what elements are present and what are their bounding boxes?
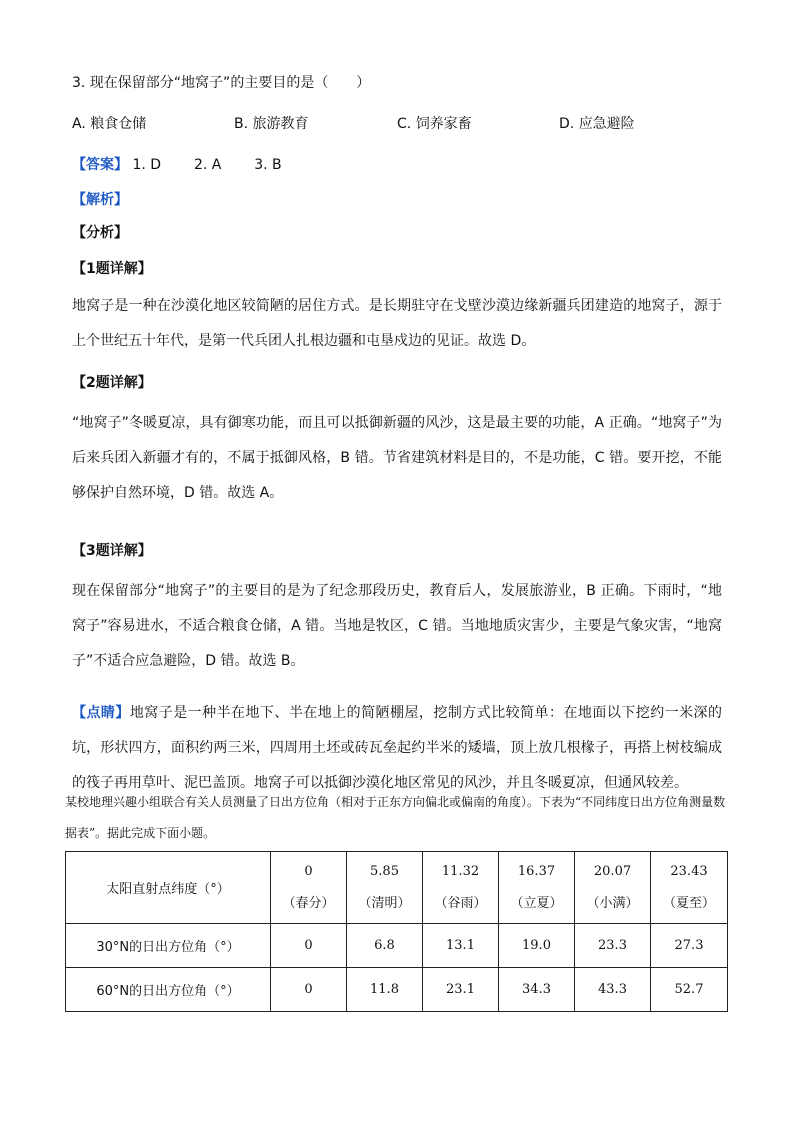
option-c[interactable]: C. 饲养家畜 xyxy=(397,116,472,132)
row-label-cell: 60°N的日出方位角（°） xyxy=(66,968,271,1012)
q1-detail-text: 地窝子是一种在沙漠化地区较简陋的居住方式。是长期驻守在戈壁沙漠边缘新疆兵团建造的地窝子，源于上个世纪五十年代，是第一代兵团人扎根边疆和屯垦戍边的见证。故选 D。 xyxy=(72,298,722,349)
azimuth-table xyxy=(65,851,728,1012)
dianjing-tag: 【点睛】 xyxy=(72,705,130,721)
header-cell: 16.37 （立夏） xyxy=(499,852,575,924)
header-cell: 0 （春分） xyxy=(271,852,347,924)
q2-detail-text: “地窝子”冬暖夏凉，具有御寒功能，而且可以抵御新疆的风沙，这是最主要的功能，A 正确。“地窝子”为后来兵团入新疆才有的，不属于抵御风格，B 错。节省建筑材料是目的，不是功能，C 错。要开挖，不能够保护自然环境，D 错。故选 A。 xyxy=(72,415,722,501)
header-cell: 11.32 （谷雨） xyxy=(423,852,499,924)
answer-item-3: 3. B xyxy=(254,157,282,173)
q2-detail-heading: 【2题详解】 xyxy=(72,375,152,391)
dianjing-text: 地窝子是一种半在地下、半在地上的简陋棚屋，挖制方式比较简单：在地面以下挖约一米深的坑，形状四方，面积约两三米，四周用土坯或砖瓦垒起约半米的矮墙，顶上放几根椽子，再搭上树枝编成的筏子再用草叶、泥巴盖顶。地窝子可以抵御沙漠化地区常见的风沙，并且冬暖夏凉，但通风较差。 xyxy=(72,705,723,791)
table-cell: 23.1 xyxy=(423,968,499,1012)
option-a[interactable]: A. 粮食仓储 xyxy=(72,116,147,132)
table-cell: 27.3 xyxy=(651,924,728,968)
header-cell: 5.85 （清明） xyxy=(347,852,423,924)
row-label-cell: 30°N的日出方位角（°） xyxy=(66,924,271,968)
fenxi-heading: 【分析】 xyxy=(72,225,128,241)
answer-line xyxy=(72,155,282,175)
option-b[interactable]: B. 旅游教育 xyxy=(234,116,309,132)
table-cell: 23.3 xyxy=(575,924,651,968)
table-cell: 19.0 xyxy=(499,924,575,968)
table-cell: 6.8 xyxy=(347,924,423,968)
header-label-cell: 太阳直射点纬度（°） xyxy=(66,852,271,924)
q3-detail-text: 现在保留部分“地窝子”的主要目的是为了纪念那段历史，教育后人，发展旅游业，B 正确。下雨时，“地窝子”容易进水，不适合粮食仓储，A 错。当地是牧区，C 错。当地地质灾害少，主要是气象灾害，“地窝子”不适合应急避险，D 错。故选 B。 xyxy=(72,583,722,669)
table-cell: 11.8 xyxy=(347,968,423,1012)
table-cell: 0 xyxy=(271,968,347,1012)
table-intro: 某校地理兴趣小组联合有关人员测量了日出方位角（相对于正东方向偏北或偏南的角度）。下表为“不同纬度日出方位角测量数据表”。据此完成下面小题。 xyxy=(65,795,726,840)
q1-detail-heading: 【1题详解】 xyxy=(72,261,152,277)
q3-detail-heading: 【3题详解】 xyxy=(72,543,152,559)
table-cell: 43.3 xyxy=(575,968,651,1012)
question-3-stem: 3. 现在保留部分“地窝子”的主要目的是（ ） xyxy=(72,75,371,91)
header-cell: 20.07 （小满） xyxy=(575,852,651,924)
answer-tag: 【答案】 xyxy=(72,157,128,173)
jiexi-heading: 【解析】 xyxy=(72,192,128,208)
header-cell: 23.43 （夏至） xyxy=(651,852,728,924)
option-d[interactable]: D. 应急避险 xyxy=(559,116,635,132)
table-cell: 52.7 xyxy=(651,968,728,1012)
table-header-row xyxy=(66,852,728,924)
table-row xyxy=(66,924,728,968)
dianjing-block xyxy=(72,696,722,801)
table-cell: 0 xyxy=(271,924,347,968)
table-row xyxy=(66,968,728,1012)
table-cell: 34.3 xyxy=(499,968,575,1012)
answer-item-2: 2. A xyxy=(193,157,222,173)
answer-item-1: 1. D xyxy=(132,157,162,173)
table-cell: 13.1 xyxy=(423,924,499,968)
